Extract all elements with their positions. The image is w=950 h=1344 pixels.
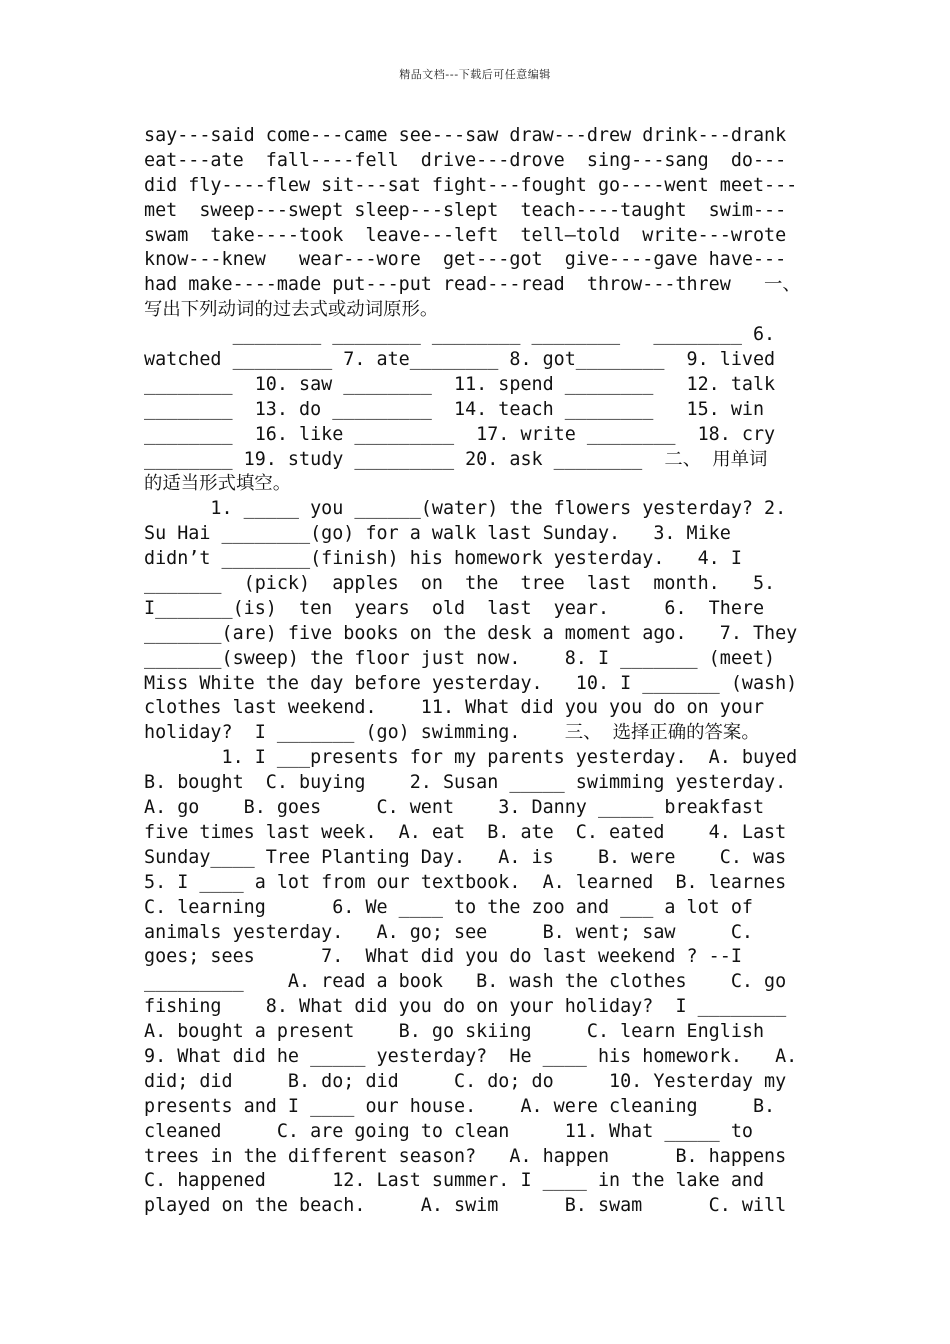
text-line: met sweep---swept sleep---slept teach----taught swim--- — [144, 199, 787, 221]
text-line: did; did B. do; did C. do; do 10. Yesterday my — [144, 1070, 787, 1092]
text-line: C. happened 12. Last summer. I ____ in the lake and — [144, 1170, 765, 1192]
text-line: 1. _____ you ______(water) the flowers yesterday? 2. — [144, 498, 787, 520]
text-line: had make----made put---put read---read throw---threw 一、 — [144, 274, 801, 296]
text-line: B. bought C. buying 2. Susan _____ swimming yesterday. — [144, 772, 787, 794]
text-line: 9. What did he _____ yesterday? He ____ his homework. A. — [144, 1045, 798, 1067]
text-line: say---said come---came see---saw draw---drew drink---drank — [144, 125, 787, 146]
text-line: goes; sees 7. What did you do last weekend ? --I — [144, 946, 742, 968]
text-line: swam take----took leave---left tell—told write---wrote — [144, 224, 787, 246]
text-line: _______(are) five books on the desk a moment ago. 7. They — [144, 622, 798, 644]
text-line: five times last week. A. eat B. ate C. eated 4. Last — [144, 821, 787, 843]
text-line: fishing 8. What did you do on your holiday? I ________ — [144, 996, 787, 1018]
text-line: ________ 10. saw ________ 11. spend ________ 12. talk — [144, 373, 776, 395]
text-line: animals yesterday. A. go; see B. went; saw C. — [144, 921, 753, 943]
text-line: played on the beach. A. swim B. swam C. will — [144, 1195, 787, 1217]
text-line: 5. I ____ a lot from our textbook. A. learned B. learnes — [144, 871, 787, 893]
text-line: 1. I ___presents for my parents yesterday. A. buyed — [144, 747, 798, 769]
text-line: didn’t ________(finish) his homework yesterday. 4. I — [144, 548, 742, 570]
text-line: presents and I ____ our house. A. were cleaning B. — [144, 1095, 776, 1117]
text-line: did fly----flew sit---sat fight---fought go----went meet--- — [144, 174, 798, 196]
text-line: ________ 16. like _________ 17. write ________ 18. cry — [144, 423, 776, 445]
text-line: eat---ate fall----fell drive---drove sing---sang do--- — [144, 149, 787, 171]
text-line: watched _________ 7. ate________ 8. got________ 9. lived — [144, 349, 776, 371]
text-line: 写出下列动词的过去式或动词原形。 — [144, 299, 439, 321]
text-line: trees in the different season? A. happen B. happens — [144, 1145, 787, 1167]
text-line: ________ 13. do _________ 14. teach ________ 15. win — [144, 398, 765, 420]
text-line: Sunday____ Tree Planting Day. A. is B. were C. was — [144, 846, 787, 868]
exercise-body — [144, 124, 806, 1219]
text-line: A. go B. goes C. went 3. Danny _____ breakfast — [144, 797, 765, 819]
page-header: 精品文档---下载后可任意编辑 — [399, 68, 551, 81]
text-line: _______(sweep) the floor just now. 8. I _______ (meet) — [144, 647, 776, 669]
text-line: 的适当形式填空。 — [144, 473, 292, 495]
text-line: cleaned C. are going to clean 11. What _____ to — [144, 1120, 753, 1142]
text-line: Miss White the day before yesterday. 10. I _______ (wash) — [144, 672, 798, 694]
text-line: clothes last weekend. 11. What did you you do on your — [144, 697, 765, 719]
text-line: C. learning 6. We ____ to the zoo and ___ a lot of — [144, 896, 753, 918]
text-line: I_______(is) ten years old last year. 6. There — [144, 597, 765, 619]
text-line: A. bought a present B. go skiing C. learn English — [144, 1021, 765, 1043]
text-line: ________ ________ ________ ________ ________ 6. — [144, 324, 776, 346]
text-line: holiday? I _______ (go) swimming. 三、 选择正确的答案。 — [144, 722, 760, 744]
text-line: _______ (pick) apples on the tree last month. 5. — [144, 573, 776, 595]
text-line: _________ A. read a book B. wash the clothes C. go — [144, 971, 787, 993]
text-line: ________ 19. study _________ 20. ask ________ 二、 用单词 — [144, 448, 768, 470]
text-line: know---knew wear---wore get---got give----gave have--- — [144, 249, 787, 271]
text-line: Su Hai ________(go) for a walk last Sunday. 3. Mike — [144, 523, 731, 545]
